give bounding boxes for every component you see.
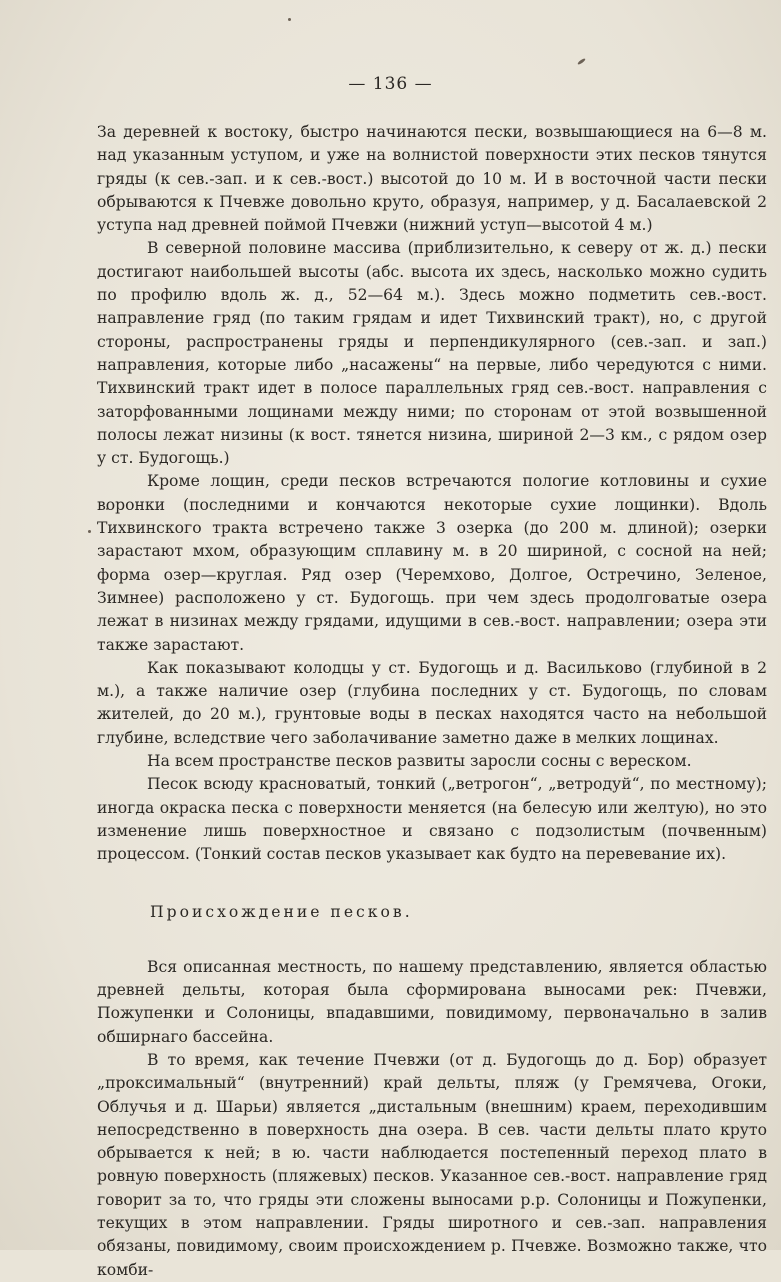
paragraph: Вся описанная местность, по нашему представлению, является областью древней дельты, которая была сформирована выносами рек: Пчевжи, Пожупенки и Солоницы, впадавшими, повидимому, первоначально в залив обширнаго бассейна. (97, 957, 767, 1046)
paper-speck (288, 18, 291, 21)
paragraph: В то время, как течение Пчевжи (от д. Будогощь до д. Бор) образует „проксимальный“ (внутренний) край дельты, пляж (у Гремячева, Огоки, Облучья и д. Шарьи) является „дистальным (внешним) краем, переходившим непосредственно в поверхность дна озера. В сев. части дельты плато круто обрывается к ней; в ю. части наблюдается постепенный переход плато в ровную поверхность (пляжевых) песков. Указанное сев.-вост. направление гряд говорит за то, что гряды эти сложены выносами р.р. Солоницы и Пожупенки, текущих в этом направлении. Гряды широтного и сев.-зап. направления обязаны, повидимому, своим происхождением р. Пчевже. Возможно также, что комби- (97, 1050, 767, 1279)
page-body (97, 121, 767, 1282)
paragraph: На всем пространстве песков развиты заросли сосны с вереском. (147, 752, 692, 771)
paper-speck (577, 58, 586, 66)
paragraph: За деревней к востоку, быстро начинаются пески, возвышающиеся на 6—8 м. над указанным уступом, и уже на волнистой поверхности этих песков тянутся гряды (к сев.-зап. и к сев.-вост.) высотой до 10 м. И в восточной части пески обрываются к Пчевже довольно круто, образуя, например, у д. Басалаевской 2 уступа над древней поймой Пчевжи (нижний уступ—высотой 4 м.) (97, 123, 767, 235)
page-number: — 136 — (348, 74, 433, 94)
paragraph: Кроме лощин, среди песков встречаются пологие котловины и сухие воронки (последними и кончаются некоторые сухие лощинки). Вдоль Тихвинского тракта встречено также 3 озерка (до 200 м. длиной); озерки зарастают мхом, образующим сплавину м. в 20 шириной, с сосной на ней; форма озер—круглая. Ряд озер (Черемхово, Долгое, Остречино, Зеленое, Зимнее) расположено у ст. Будогощь. при чем здесь продолговатые озера лежат в низинах между грядами, идущими в сев.-вост. направлении; озера эти также зарастают. (97, 472, 767, 654)
paragraph: В северной половине массива (приблизительно, к северу от ж. д.) пески достигают наибольшей высоты (абс. высота их здесь, насколько можно судить по профилю вдоль ж. д., 52—64 м.). Здесь можно подметить сев.-вост. направление гряд (по таким грядам и идет Тихвинский тракт), но, с другой стороны, распространены гряды и перпендикулярного (сев.-зап. и зап.) направления, которые либо „насажены“ на первые, либо чередуются с ними. Тихвинский тракт идет в полосе параллельных гряд сев.-вост. направления с заторфованными лощинами между ними; по сторонам от этой возвышенной полосы лежат низины (к вост. тянется низина, шириной 2—3 км., с рядом озер у ст. Будогощь.) (97, 239, 767, 468)
section-heading: Происхождение песков. (150, 902, 413, 921)
paragraph: Как показывают колодцы у ст. Будогощь и д. Васильково (глубиной в 2 м.), а также наличие озер (глубина последних у ст. Будогощь, по словам жителей, до 20 м.), грунтовые воды в песках находятся часто на небольшой глубине, вследствие чего заболачивание заметно даже в мелких лощинах. (97, 658, 767, 747)
paper-speck (88, 530, 91, 533)
paragraph: Песок всюду красноватый, тонкий („ветрогон“, „ветродуй“, по местному); иногда окраска песка с поверхности меняется (на белесую или желтую), но это изменение лишь поверхностное и связано с подзолистым (почвенным) процессом. (Тонкий состав песков указывает как будто на перевевание их). (97, 775, 767, 864)
